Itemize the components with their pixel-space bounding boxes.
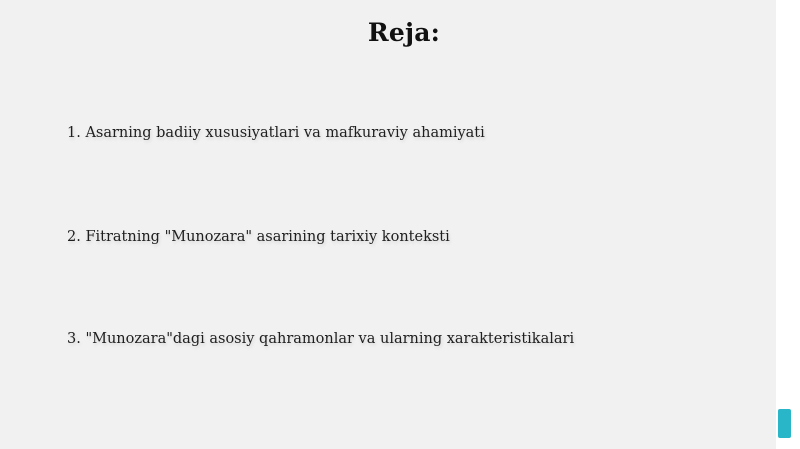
plan-item-2: 2. Fitratning "Munozara" asarining tarixiy konteksti bbox=[67, 229, 450, 245]
plan-item-3: 3. "Munozara"dagi asosiy qahramonlar va ularning xarakteristikalari bbox=[67, 331, 575, 347]
slide-title: Reja: bbox=[367, 18, 441, 47]
scrollbar-track[interactable] bbox=[776, 0, 800, 449]
plan-item-1: 1. Asarning badiiy xususiyatlari va mafkuraviy ahamiyati bbox=[67, 125, 485, 141]
scrollbar-thumb[interactable] bbox=[778, 409, 791, 438]
